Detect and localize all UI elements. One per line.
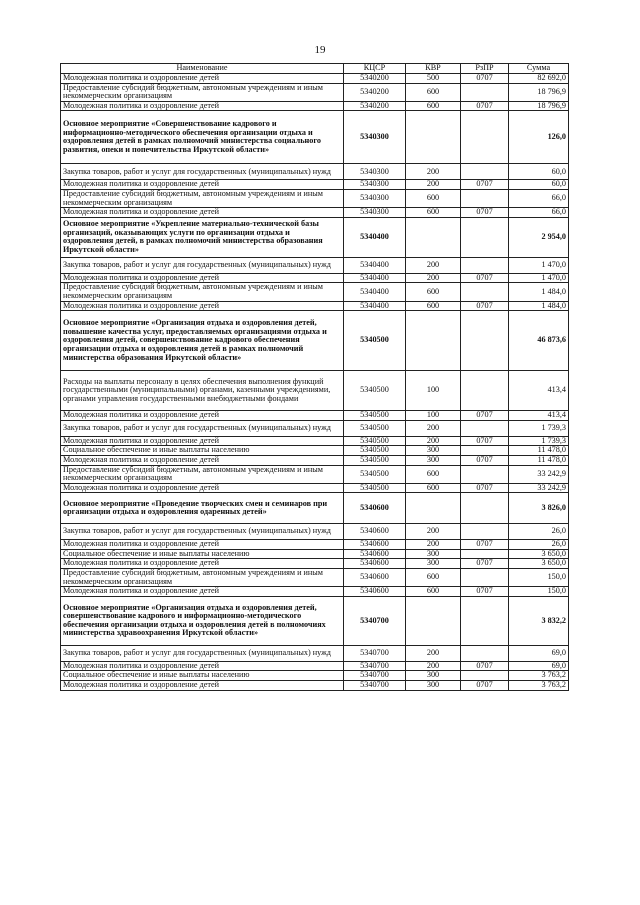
cell-name: Закупка товаров, работ и услуг для государственных (муниципальных) нужд — [61, 645, 344, 661]
cell-name: Предоставление субсидий бюджетным, автономным учреждениям и иным некоммерческим организациям — [61, 465, 344, 483]
cell-sum: 3 763,2 — [509, 681, 569, 691]
cell-ksr: 5340500 — [344, 371, 406, 411]
cell-rzpr: 0707 — [461, 455, 509, 465]
cell-name: Молодежная политика и оздоровление детей — [61, 483, 344, 493]
cell-rzpr: 0707 — [461, 101, 509, 111]
cell-rzpr — [461, 446, 509, 456]
cell-rzpr: 0707 — [461, 587, 509, 597]
cell-ksr: 5340400 — [344, 273, 406, 283]
cell-kvr: 600 — [406, 189, 461, 207]
cell-name: Закупка товаров, работ и услуг для государственных (муниципальных) нужд — [61, 164, 344, 180]
cell-rzpr: 0707 — [461, 540, 509, 550]
cell-kvr: 100 — [406, 371, 461, 411]
header-kvr: КВР — [406, 64, 461, 74]
cell-ksr: 5340600 — [344, 549, 406, 559]
cell-sum: 18 796,9 — [509, 101, 569, 111]
cell-sum: 26,0 — [509, 540, 569, 550]
cell-kvr: 500 — [406, 74, 461, 84]
cell-sum: 46 873,6 — [509, 311, 569, 371]
cell-ksr: 5340700 — [344, 681, 406, 691]
cell-name: Молодежная политика и оздоровление детей — [61, 559, 344, 569]
cell-rzpr — [461, 420, 509, 436]
cell-kvr: 200 — [406, 420, 461, 436]
cell-sum: 1 484,0 — [509, 301, 569, 311]
table-row-main-activity — [61, 217, 569, 257]
table-row — [61, 208, 569, 218]
cell-name: Молодежная политика и оздоровление детей — [61, 101, 344, 111]
cell-kvr: 600 — [406, 465, 461, 483]
cell-ksr: 5340600 — [344, 524, 406, 540]
cell-name: Предоставление субсидий бюджетным, автономным учреждениям и иным некоммерческим организациям — [61, 189, 344, 207]
cell-name: Социальное обеспечение и иные выплаты населению — [61, 549, 344, 559]
cell-sum: 82 692,0 — [509, 74, 569, 84]
table-row — [61, 465, 569, 483]
cell-ksr: 5340500 — [344, 436, 406, 446]
cell-rzpr — [461, 645, 509, 661]
cell-name: Основное мероприятие «Укрепление материально-технической базы организаций, оказывающих услуги по организации отдыха и оздоровления детей, в рамках полномочий министерства образования Иркутской области» — [61, 217, 344, 257]
cell-sum: 1 739,3 — [509, 420, 569, 436]
cell-kvr: 200 — [406, 540, 461, 550]
cell-rzpr — [461, 164, 509, 180]
cell-sum: 1 470,0 — [509, 257, 569, 273]
cell-ksr: 5340400 — [344, 301, 406, 311]
cell-rzpr: 0707 — [461, 301, 509, 311]
table-row — [61, 283, 569, 301]
cell-name: Молодежная политика и оздоровление детей — [61, 436, 344, 446]
cell-rzpr: 0707 — [461, 74, 509, 84]
cell-ksr: 5340500 — [344, 483, 406, 493]
cell-ksr: 5340700 — [344, 671, 406, 681]
cell-rzpr: 0707 — [461, 273, 509, 283]
table-row — [61, 455, 569, 465]
cell-kvr — [406, 596, 461, 645]
cell-ksr: 5340400 — [344, 257, 406, 273]
cell-kvr: 200 — [406, 257, 461, 273]
cell-kvr: 300 — [406, 681, 461, 691]
cell-kvr: 300 — [406, 559, 461, 569]
table-row — [61, 101, 569, 111]
cell-ksr: 5340300 — [344, 189, 406, 207]
table-row-main-activity — [61, 311, 569, 371]
header-name: Наименование — [61, 64, 344, 74]
cell-name: Молодежная политика и оздоровление детей — [61, 587, 344, 597]
header-sum: Сумма — [509, 64, 569, 74]
cell-rzpr — [461, 569, 509, 587]
cell-ksr: 5340600 — [344, 569, 406, 587]
cell-sum: 60,0 — [509, 180, 569, 190]
cell-kvr: 300 — [406, 455, 461, 465]
table-row — [61, 420, 569, 436]
cell-rzpr — [461, 83, 509, 101]
cell-sum: 3 826,0 — [509, 493, 569, 524]
cell-kvr: 200 — [406, 273, 461, 283]
cell-ksr: 5340500 — [344, 455, 406, 465]
cell-ksr: 5340500 — [344, 465, 406, 483]
cell-name: Молодежная политика и оздоровление детей — [61, 273, 344, 283]
cell-sum: 3 650,0 — [509, 549, 569, 559]
cell-kvr: 300 — [406, 446, 461, 456]
cell-kvr: 300 — [406, 549, 461, 559]
cell-name: Молодежная политика и оздоровление детей — [61, 681, 344, 691]
cell-rzpr: 0707 — [461, 661, 509, 671]
cell-ksr: 5340500 — [344, 420, 406, 436]
cell-sum: 413,4 — [509, 371, 569, 411]
cell-rzpr: 0707 — [461, 436, 509, 446]
cell-rzpr — [461, 189, 509, 207]
cell-kvr: 600 — [406, 569, 461, 587]
cell-rzpr — [461, 493, 509, 524]
cell-kvr: 100 — [406, 411, 461, 421]
cell-rzpr — [461, 283, 509, 301]
table-row — [61, 446, 569, 456]
cell-ksr: 5340500 — [344, 311, 406, 371]
cell-name: Социальное обеспечение и иные выплаты населению — [61, 446, 344, 456]
budget-table — [60, 63, 569, 691]
table-row — [61, 483, 569, 493]
cell-sum: 150,0 — [509, 569, 569, 587]
cell-kvr — [406, 493, 461, 524]
table-row — [61, 411, 569, 421]
cell-rzpr: 0707 — [461, 483, 509, 493]
cell-name: Молодежная политика и оздоровление детей — [61, 455, 344, 465]
cell-kvr: 600 — [406, 587, 461, 597]
cell-ksr: 5340400 — [344, 283, 406, 301]
cell-kvr: 200 — [406, 164, 461, 180]
cell-kvr: 200 — [406, 436, 461, 446]
cell-name: Закупка товаров, работ и услуг для государственных (муниципальных) нужд — [61, 524, 344, 540]
cell-name: Основное мероприятие «Организация отдыха и оздоровления детей, совершенствование кадрового и информационно-методического обеспечения организации отдыха и оздоровления детей в полномочиях министерства здравоохранения Иркутской области» — [61, 596, 344, 645]
cell-ksr: 5340600 — [344, 493, 406, 524]
cell-rzpr — [461, 596, 509, 645]
cell-sum: 33 242,9 — [509, 483, 569, 493]
cell-ksr: 5340200 — [344, 83, 406, 101]
cell-name: Молодежная политика и оздоровление детей — [61, 411, 344, 421]
table-row — [61, 540, 569, 550]
cell-ksr: 5340200 — [344, 74, 406, 84]
cell-sum: 11 478,0 — [509, 455, 569, 465]
cell-ksr: 5340400 — [344, 217, 406, 257]
cell-sum: 2 954,0 — [509, 217, 569, 257]
cell-sum: 3 650,0 — [509, 559, 569, 569]
cell-kvr: 600 — [406, 208, 461, 218]
cell-name: Предоставление субсидий бюджетным, автономным учреждениям и иным некоммерческим организациям — [61, 283, 344, 301]
cell-ksr: 5340700 — [344, 661, 406, 671]
table-row — [61, 83, 569, 101]
cell-sum: 60,0 — [509, 164, 569, 180]
cell-rzpr: 0707 — [461, 411, 509, 421]
cell-kvr: 600 — [406, 301, 461, 311]
cell-name: Закупка товаров, работ и услуг для государственных (муниципальных) нужд — [61, 420, 344, 436]
cell-name: Молодежная политика и оздоровление детей — [61, 661, 344, 671]
cell-kvr — [406, 311, 461, 371]
cell-sum: 33 242,9 — [509, 465, 569, 483]
cell-rzpr — [461, 524, 509, 540]
cell-rzpr: 0707 — [461, 180, 509, 190]
cell-kvr: 300 — [406, 671, 461, 681]
cell-rzpr: 0707 — [461, 208, 509, 218]
cell-kvr: 200 — [406, 180, 461, 190]
cell-name: Молодежная политика и оздоровление детей — [61, 301, 344, 311]
cell-sum: 126,0 — [509, 111, 569, 164]
table-row-main-activity — [61, 111, 569, 164]
cell-name: Социальное обеспечение и иные выплаты населению — [61, 671, 344, 681]
cell-rzpr — [461, 111, 509, 164]
cell-name: Молодежная политика и оздоровление детей — [61, 208, 344, 218]
cell-name: Расходы на выплаты персоналу в целях обеспечения выполнения функций государственными (муниципальными) органами, казенными учреждениями, органами управления государственными внебюджетными фондами — [61, 371, 344, 411]
cell-sum: 150,0 — [509, 587, 569, 597]
cell-ksr: 5340600 — [344, 559, 406, 569]
cell-sum: 18 796,9 — [509, 83, 569, 101]
cell-ksr: 5340600 — [344, 587, 406, 597]
cell-name: Молодежная политика и оздоровление детей — [61, 180, 344, 190]
cell-ksr: 5340300 — [344, 208, 406, 218]
page-number: 19 — [314, 44, 326, 56]
cell-name: Молодежная политика и оздоровление детей — [61, 540, 344, 550]
table-row — [61, 524, 569, 540]
cell-rzpr: 0707 — [461, 559, 509, 569]
cell-name: Основное мероприятие «Совершенствование кадрового и информационно-методического обеспечения организации отдыха и оздоровления детей в рамках полномочий министерства социального развития, опеки и попечительства Иркутской области» — [61, 111, 344, 164]
cell-kvr: 200 — [406, 524, 461, 540]
cell-kvr: 600 — [406, 483, 461, 493]
cell-name: Предоставление субсидий бюджетным, автономным учреждениям и иным некоммерческим организациям — [61, 569, 344, 587]
cell-ksr: 5340200 — [344, 101, 406, 111]
table-header-row — [61, 64, 569, 74]
cell-ksr: 5340500 — [344, 411, 406, 421]
cell-name: Закупка товаров, работ и услуг для государственных (муниципальных) нужд — [61, 257, 344, 273]
table-row — [61, 645, 569, 661]
cell-sum: 1 470,0 — [509, 273, 569, 283]
cell-sum: 413,4 — [509, 411, 569, 421]
cell-kvr — [406, 111, 461, 164]
cell-ksr: 5340700 — [344, 645, 406, 661]
cell-ksr: 5340300 — [344, 180, 406, 190]
header-rzpr: РзПР — [461, 64, 509, 74]
cell-name: Молодежная политика и оздоровление детей — [61, 74, 344, 84]
cell-kvr: 600 — [406, 101, 461, 111]
cell-kvr: 200 — [406, 661, 461, 671]
cell-sum: 1 739,3 — [509, 436, 569, 446]
cell-sum: 3 763,2 — [509, 671, 569, 681]
cell-ksr: 5340500 — [344, 446, 406, 456]
cell-sum: 69,0 — [509, 645, 569, 661]
cell-rzpr — [461, 311, 509, 371]
header-ksr: КЦСР — [344, 64, 406, 74]
table-row — [61, 74, 569, 84]
cell-kvr — [406, 217, 461, 257]
cell-sum: 66,0 — [509, 208, 569, 218]
table-row — [61, 257, 569, 273]
table-row — [61, 569, 569, 587]
cell-ksr: 5340300 — [344, 164, 406, 180]
cell-rzpr — [461, 217, 509, 257]
cell-ksr: 5340300 — [344, 111, 406, 164]
cell-sum: 11 478,0 — [509, 446, 569, 456]
table-row — [61, 681, 569, 691]
cell-name: Основное мероприятие «Проведение творческих смен и семинаров при организации отдыха и оздоровления одаренных детей» — [61, 493, 344, 524]
cell-kvr: 600 — [406, 283, 461, 301]
table-row-main-activity — [61, 493, 569, 524]
cell-sum: 3 832,2 — [509, 596, 569, 645]
cell-name: Основное мероприятие «Организация отдыха и оздоровления детей, повышение качества услуг, предоставляемых организациями отдыха и оздоровления детей, совершенствование кадрового обеспечения организации отдыха и оздоровления детей в рамках полномочий министерства образования Иркутской области» — [61, 311, 344, 371]
cell-sum: 66,0 — [509, 189, 569, 207]
cell-rzpr — [461, 371, 509, 411]
table-row — [61, 587, 569, 597]
cell-sum: 69,0 — [509, 661, 569, 671]
cell-name: Предоставление субсидий бюджетным, автономным учреждениям и иным некоммерческим организациям — [61, 83, 344, 101]
cell-rzpr: 0707 — [461, 681, 509, 691]
table-row — [61, 301, 569, 311]
cell-sum: 1 484,0 — [509, 283, 569, 301]
cell-rzpr — [461, 257, 509, 273]
cell-rzpr — [461, 465, 509, 483]
table-row — [61, 164, 569, 180]
cell-ksr: 5340600 — [344, 540, 406, 550]
table-body — [61, 74, 569, 691]
cell-kvr: 600 — [406, 83, 461, 101]
table-row — [61, 189, 569, 207]
cell-ksr: 5340700 — [344, 596, 406, 645]
cell-kvr: 200 — [406, 645, 461, 661]
table-row — [61, 371, 569, 411]
cell-sum: 26,0 — [509, 524, 569, 540]
table-row-main-activity — [61, 596, 569, 645]
